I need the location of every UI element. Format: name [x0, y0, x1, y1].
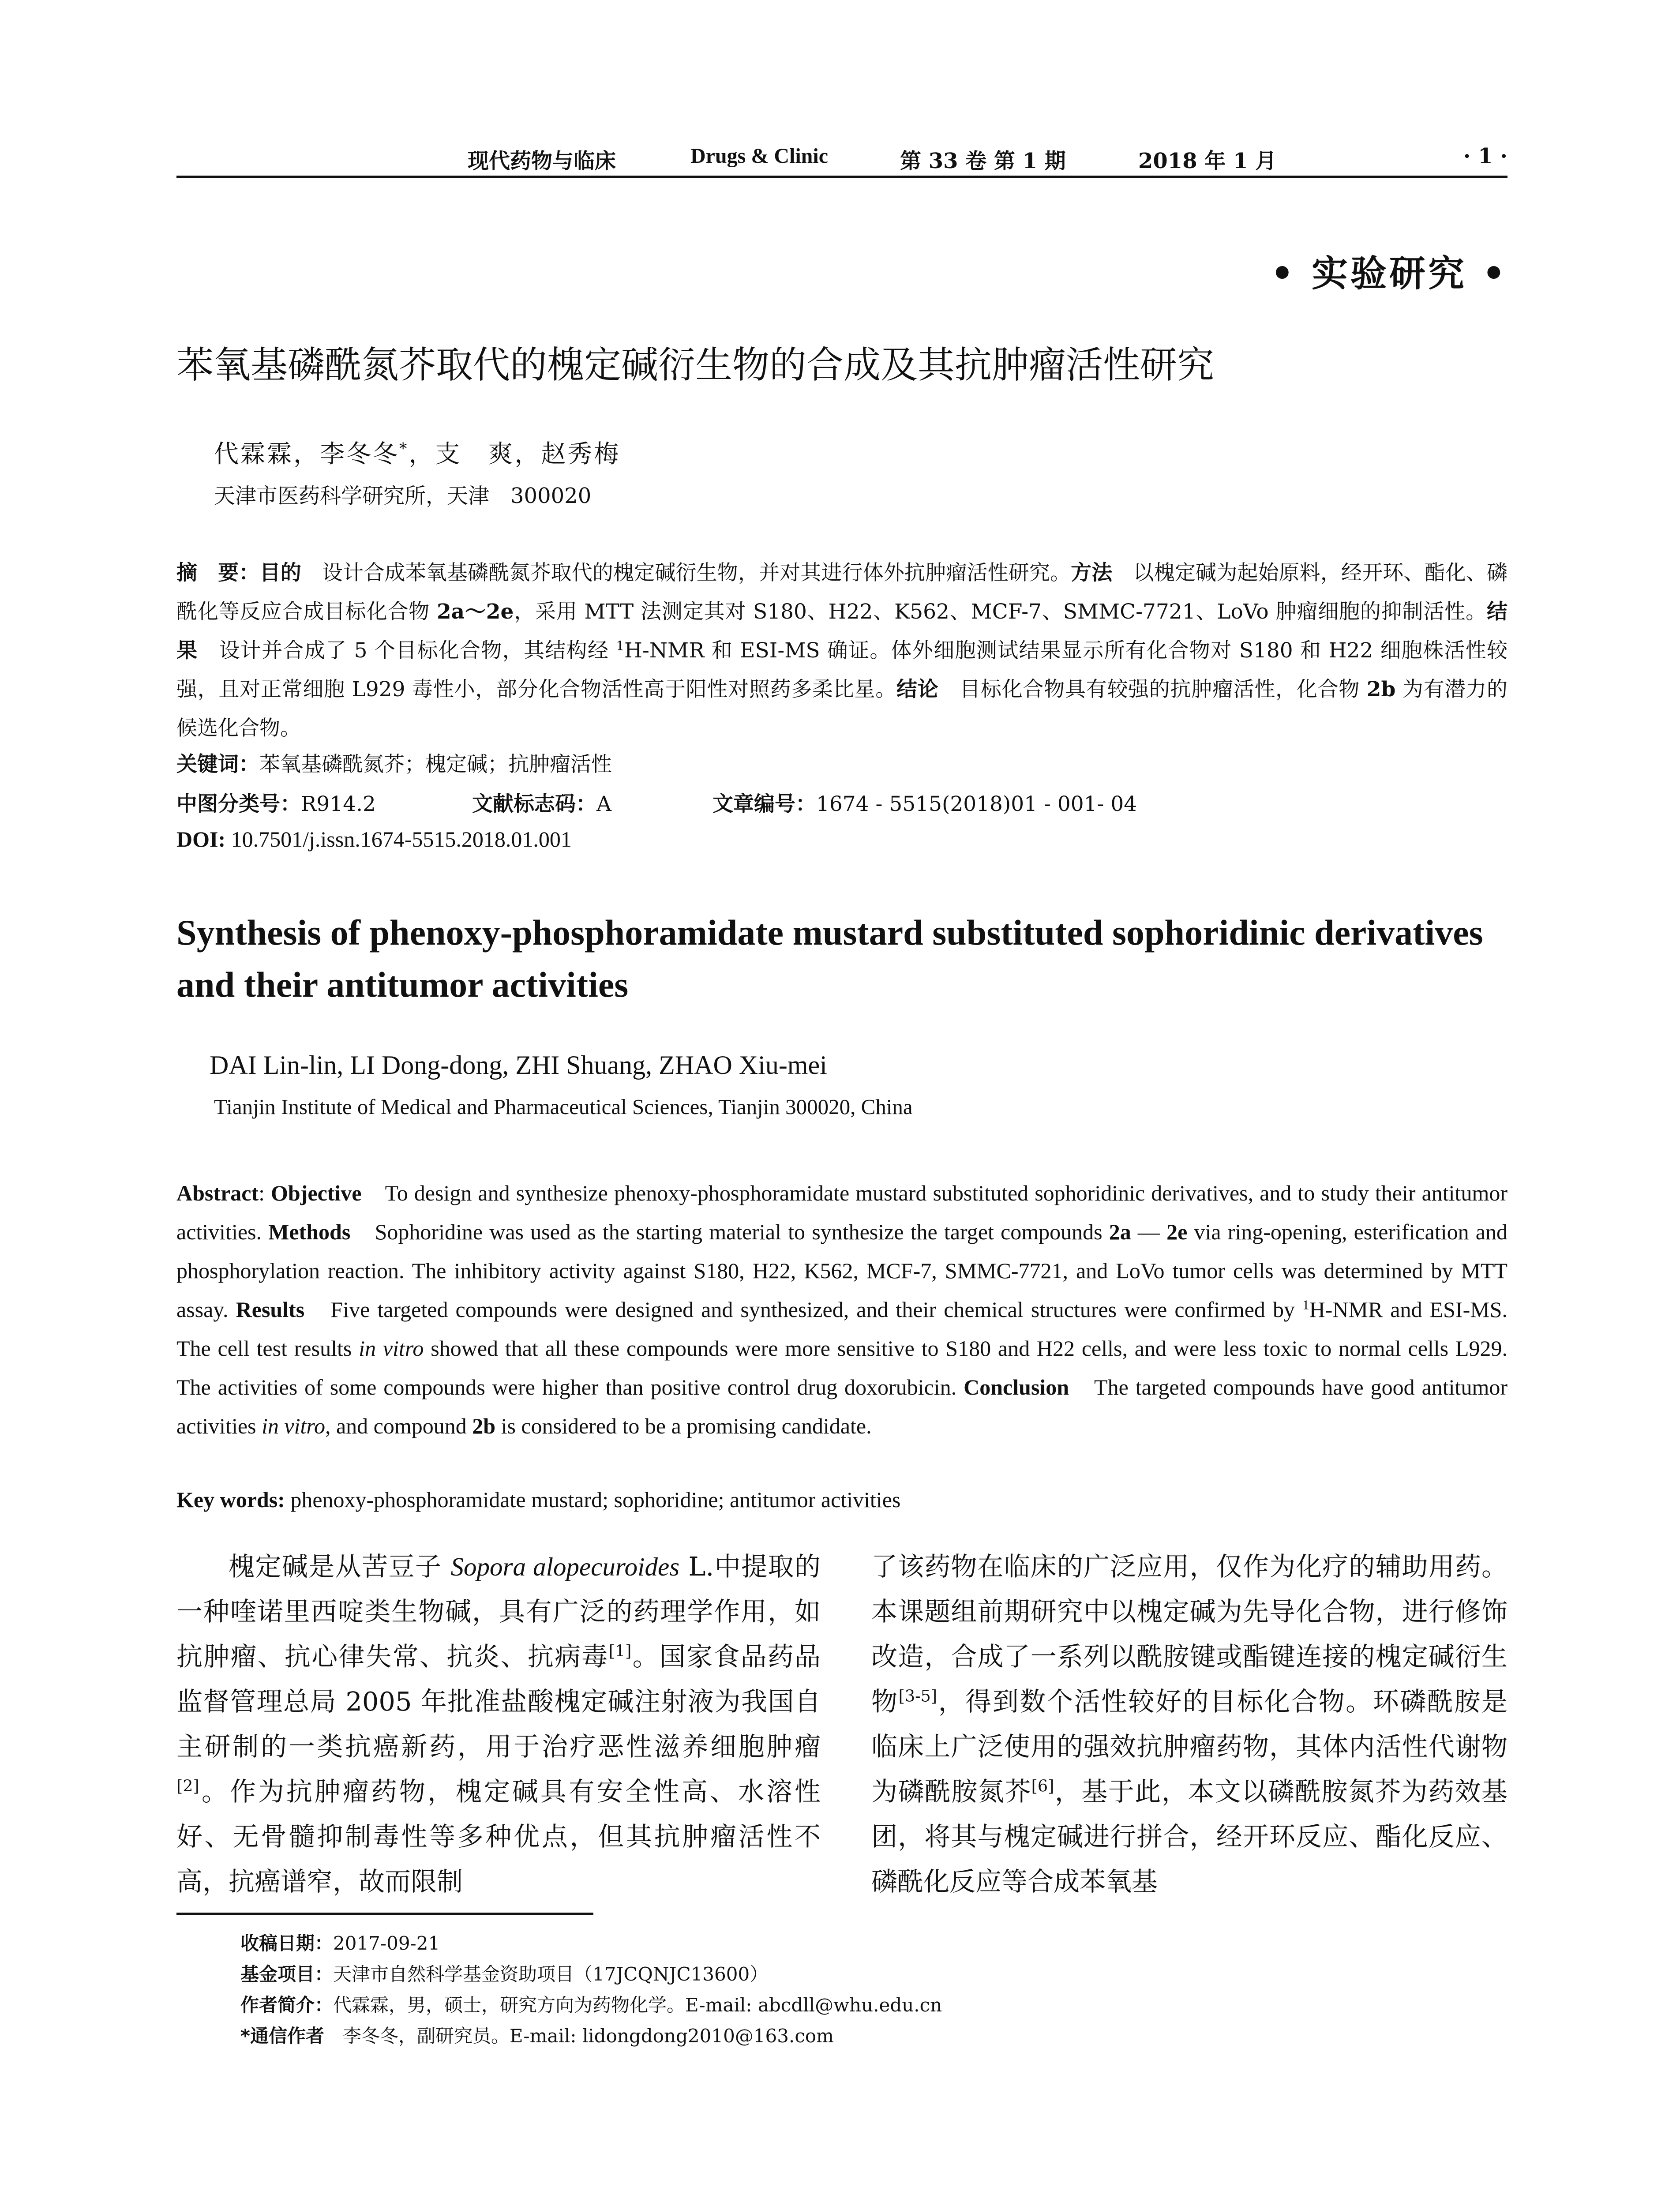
conclusion-label: 结论 — [896, 677, 939, 702]
citation-1: [1] — [608, 1641, 632, 1661]
objective-en-text: To design and synthesize phenoxy-phosphoramidate mustard substituted sophoridinic derivatives, and to study their antitumor activities. — [176, 1181, 1508, 1244]
results-text-b: H-NMR 和 ESI-MS 确证。体外细胞测试结果显示所有化合物对 S180 和 H22 细胞株活性较强，且对正常细胞 L929 毒性小，部分化合物活性高于阳性对照药多柔比星。 — [176, 638, 1508, 702]
affiliation-en: Tianjin Institute of Medical and Pharmaceutical Sciences, Tianjin 300020, China — [214, 1095, 913, 1119]
abstract-en-colon: : — [259, 1181, 271, 1205]
clc-value: R914.2 — [301, 792, 376, 816]
body-column-right — [871, 1544, 1508, 1904]
body-text: L.中提取的一种喹诺里西啶类生物碱，具有广泛的药理学作用，如抗肿瘤、抗心律失常、抗炎、抗病毒 — [176, 1551, 821, 1672]
compound-2b-en: 2b — [472, 1414, 496, 1438]
objective-en-label: Objective — [271, 1181, 362, 1205]
affiliation-cn: 天津市医药科学研究所，天津 300020 — [214, 484, 592, 508]
received-label: 收稿日期： — [240, 1932, 334, 1954]
results-en-label: Results — [236, 1297, 305, 1322]
body-text: 槐定碱是从苦豆子 — [229, 1551, 451, 1582]
compound-2b: 2b — [1366, 677, 1396, 702]
fund-text: 天津市自然科学基金资助项目（17JCQNJC13600） — [333, 1963, 769, 1985]
conclusion-text: 目标化合物具有较强的抗肿瘤活性，化合物 — [960, 677, 1367, 702]
citation-2: [2] — [176, 1776, 199, 1796]
corr-text: 李冬冬，副研究员。E-mail: lidongdong2010@163.com — [324, 2025, 834, 2047]
results-en-text-c: showed that all these compounds were more sensitive to S180 and H22 cells, and were less toxic to normal cells L929. The activities of some compounds were higher than positive control drug doxorubicin. — [176, 1336, 1508, 1399]
conclusion-text-b: 为有潜力的候选化合物。 — [176, 677, 1508, 740]
body-text: 。作为抗肿瘤药物，槐定碱具有安全性高、水溶性好、无骨髓抑制毒性等多种优点，但其抗肿瘤活性不高，抗癌谱窄，故而限制 — [176, 1776, 821, 1897]
doc-label: 文献标志码： — [472, 792, 596, 816]
keywords-cn — [176, 748, 612, 777]
methods-text-b: ，采用 MTT 法测定其对 S180、H22、K562、MCF-7、SMMC-7721、LoVo 肿瘤细胞的抑制活性。 — [514, 600, 1487, 624]
document-code — [472, 788, 611, 817]
keywords-cn-label: 关键词： — [176, 752, 259, 777]
journal-name-cn: 现代药物与临床 — [468, 149, 616, 173]
section-tag: • 实验研究 • — [1271, 252, 1508, 295]
doi-label: DOI: — [176, 827, 226, 852]
results-en-text: Five targeted compounds were designed and synthesized, and their chemical structures were confirmed by — [304, 1297, 1303, 1322]
authors-cn-rest: ，支 爽，赵秀梅 — [409, 440, 621, 469]
issue-info: 第 33 卷 第 1 期 — [900, 149, 1066, 173]
methods-text: 以槐定碱为起始原料，经开环、酯化、磷酰化等反应合成目标化合物 — [176, 561, 1508, 624]
objective-label: 目的 — [259, 561, 301, 585]
abstract-cn — [176, 554, 1508, 748]
results-en-sup: 1 — [1302, 1297, 1309, 1313]
body-text: ，得到数个活性较好的目标化合物。环磷酰胺是临床上广泛使用的强效抗肿瘤药物，其体内活性代谢物为磷酰胺氮芥 — [871, 1686, 1508, 1807]
compounds-range: 2a～2e — [436, 600, 514, 624]
running-header — [176, 140, 1508, 178]
citation-6: [6] — [1031, 1776, 1054, 1796]
methods-label: 方法 — [1071, 561, 1113, 585]
article-value: 1674 - 5515(2018)01 - 001- 04 — [816, 792, 1137, 816]
conclusion-en-label: Conclusion — [964, 1375, 1069, 1399]
in-vitro-2: in vitro — [262, 1414, 325, 1438]
title-en: Synthesis of phenoxy-phosphoramidate mustard substituted sophoridinic derivatives and their antitumor activities — [176, 912, 1483, 1005]
in-vitro: in vitro — [359, 1336, 424, 1361]
body-column-left — [176, 1544, 821, 1904]
conclusion-en-text-c: is considered to be a promising candidate. — [495, 1414, 872, 1438]
footnote-received — [240, 1929, 440, 1955]
abstract-cn-label: 摘 要： — [176, 561, 260, 585]
bio-text: 代霖霖，男，硕士，研究方向为药物化学。E-mail: abcdll@whu.edu.cn — [333, 1994, 942, 2016]
doi-value: 10.7501/j.issn.1674-5515.2018.01.001 — [225, 827, 572, 852]
footnote-fund — [240, 1960, 768, 1986]
footnote-author-bio — [240, 1991, 942, 2017]
authors-cn-names: 代霖霖，李冬冬 — [214, 440, 399, 469]
methods-en-text-b: via ring-opening, esterification and phosphorylation reaction. The inhibitory activity against S180, H22, K562, MCF-7, SMMC-7721, and LoVo tumor cells was determined by MTT assay. — [176, 1219, 1508, 1322]
abstract-en-label: Abstract — [176, 1181, 259, 1205]
doi — [176, 826, 572, 852]
results-en-text-b: H-NMR and ESI-MS. The cell test results — [176, 1297, 1508, 1361]
received-date: 2017-09-21 — [333, 1932, 440, 1954]
compound-2a: 2a — [1109, 1219, 1131, 1244]
keywords-cn-text: 苯氧基磷酰氮芥；槐定碱；抗肿瘤活性 — [259, 752, 612, 777]
compound-2e: 2e — [1166, 1219, 1188, 1244]
results-text: 设计并合成了 5 个目标化合物，其结构经 — [219, 638, 616, 663]
keywords-en-label: Key words: — [176, 1487, 285, 1512]
article-number — [712, 788, 1137, 817]
footnote-corresponding — [240, 2022, 834, 2048]
citation-3-5: [3-5] — [898, 1686, 938, 1706]
clc-number — [176, 788, 376, 817]
abstract-en — [176, 1174, 1508, 1445]
article-label: 文章编号： — [712, 792, 816, 816]
objective-text: 设计合成苯氧基磷酰氮芥取代的槐定碱衍生物，并对其进行体外抗肿瘤活性研究。 — [322, 561, 1071, 585]
authors-cn — [214, 435, 620, 470]
body-text: ，基于此，本文以磷酰胺氮芥为药效基团，将其与槐定碱进行拼合，经开环反应、酯化反应、磷酰化反应等合成苯氧基 — [871, 1776, 1508, 1897]
conclusion-en-text-b: , and compound — [325, 1414, 472, 1438]
results-label: 结果 — [176, 600, 1508, 663]
corr-label: *通信作者 — [240, 2025, 324, 2047]
doc-value: A — [596, 792, 611, 816]
footnote-divider — [176, 1913, 593, 1915]
journal-name-en: Drugs & Clinic — [690, 144, 828, 168]
range-dash: — — [1131, 1219, 1167, 1244]
results-sup: 1 — [616, 638, 624, 653]
clc-label: 中图分类号： — [176, 792, 301, 816]
page-number: · 1 · — [1463, 144, 1508, 169]
keywords-en-text: phenoxy-phosphoramidate mustard; sophoridine; antitumor activities — [285, 1487, 901, 1512]
fund-label: 基金项目： — [240, 1963, 334, 1985]
body-text: 了该药物在临床的广泛应用，仅作为化疗的辅助用药。本课题组前期研究中以槐定碱为先导化合物，进行修饰改造，合成了一系列以酰胺键或酯键连接的槐定碱衍生物 — [871, 1551, 1508, 1717]
keywords-en — [176, 1487, 900, 1512]
issue-date: 2018 年 1 月 — [1138, 149, 1277, 173]
corresponding-mark: * — [399, 440, 409, 458]
authors-en: DAI Lin-lin, LI Dong-dong, ZHI Shuang, ZHAO Xiu-mei — [210, 1050, 827, 1080]
species-name: Sopora alopecuroides — [450, 1552, 680, 1581]
bio-label: 作者简介： — [240, 1994, 334, 2016]
classification-row — [176, 788, 1508, 823]
methods-en-text: Sophoridine was used as the starting material to synthesize the target compounds — [350, 1219, 1109, 1244]
body-text: 。国家食品药品监督管理总局 2005 年批准盐酸槐定碱注射液为我国自主研制的一类抗癌新药，用于治疗恶性滋养细胞肿瘤 — [176, 1641, 821, 1762]
conclusion-en-text: The targeted compounds have good antitumor activities — [176, 1375, 1508, 1438]
methods-en-label: Methods — [268, 1219, 351, 1244]
title-cn: 苯氧基磷酰氮芥取代的槐定碱衍生物的合成及其抗肿瘤活性研究 — [176, 343, 1215, 386]
